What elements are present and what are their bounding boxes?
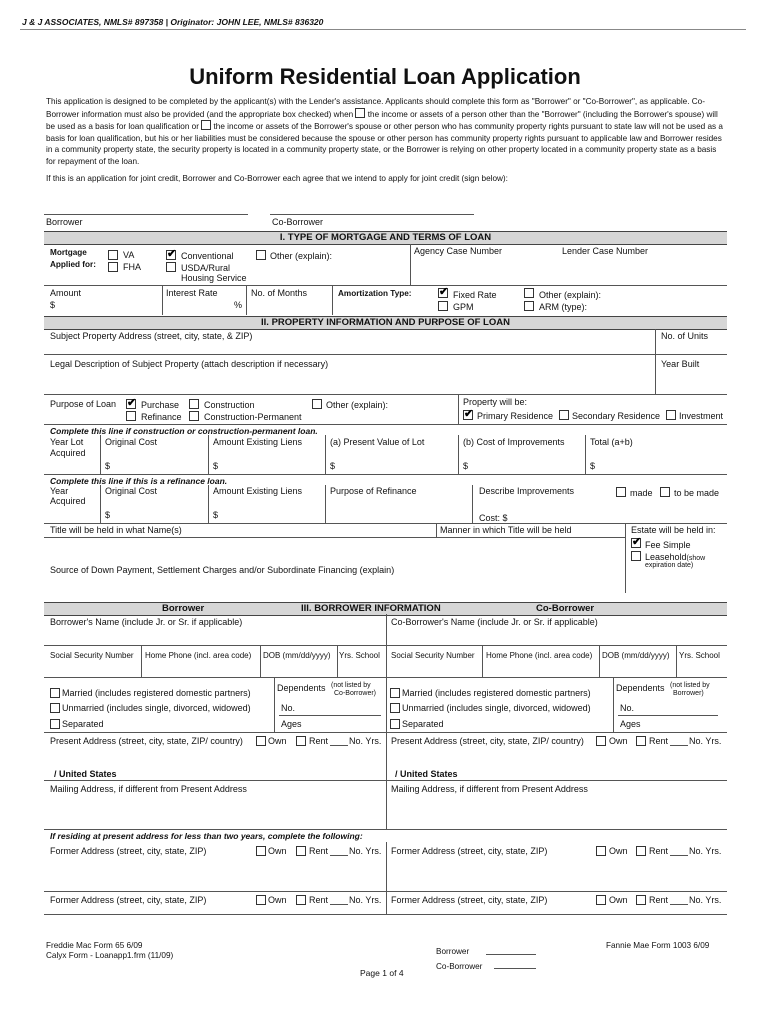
fee-simple-checkbox[interactable] <box>631 538 641 548</box>
primary-residence-checkbox[interactable] <box>463 410 473 420</box>
c-married-label: Married (includes registered domestic partners) <box>402 688 591 698</box>
divider <box>655 354 656 394</box>
c-former-rent-checkbox[interactable] <box>636 846 646 856</box>
refi-liens-dollar: $ <box>213 510 219 520</box>
construction-checkbox[interactable] <box>189 399 199 409</box>
leasehold-text: Leasehold <box>645 552 687 562</box>
row-divider <box>44 829 727 830</box>
months-label: No. of Months <box>251 288 308 298</box>
coborrower-income-checkbox[interactable] <box>355 108 365 118</box>
c-yrs-school-label: Yrs. School <box>679 651 720 660</box>
intro-paragraph <box>46 96 728 168</box>
c-own-checkbox[interactable] <box>596 736 606 746</box>
fixed-rate-checkbox[interactable] <box>438 288 448 298</box>
title-names-label: Title will be held in what Name(s) <box>50 525 182 535</box>
divider <box>274 677 275 732</box>
c-former2-no-yrs-label: No. Yrs. <box>689 895 722 905</box>
subject-address-label: Subject Property Address (street, city, state, & ZIP) <box>50 331 253 341</box>
fha-checkbox[interactable] <box>108 262 118 272</box>
page-number: 1 <box>382 968 387 978</box>
b-former2-no-yrs-label: No. Yrs. <box>349 895 382 905</box>
usda-label: USDA/Rural <box>181 263 231 273</box>
estate-held-label: Estate will be held in: <box>631 525 716 535</box>
b-no-line <box>279 715 381 716</box>
b-yrs-line <box>330 745 348 746</box>
of-word: of <box>389 968 397 978</box>
c-mailing-label: Mailing Address, if different from Present Address <box>391 784 588 794</box>
c-yrs-line <box>670 745 688 746</box>
c-former-no-yrs-label: No. Yrs. <box>689 846 722 856</box>
fixed-rate-label: Fixed Rate <box>453 290 497 300</box>
section-3-borrower: Borrower <box>162 603 205 614</box>
b-former-own-checkbox[interactable] <box>256 846 266 856</box>
expiration-label: expiration date) <box>645 562 694 569</box>
made-checkbox[interactable] <box>616 487 626 497</box>
c-phone-label: Home Phone (incl. area code) <box>486 651 593 660</box>
b-ages-label: Ages <box>281 719 302 729</box>
conventional-checkbox[interactable] <box>166 250 176 260</box>
to-be-made-checkbox[interactable] <box>660 487 670 497</box>
calyx-form-label: Calyx Form - Loanapp1.frm (11/09) <box>46 951 174 960</box>
mortgage-label-2: Applied for: <box>50 260 96 269</box>
purpose-label: Purpose of Loan <box>50 399 117 409</box>
b-former-address-label: Former Address (street, city, state, ZIP) <box>50 846 207 856</box>
page-title: Uniform Residential Loan Application <box>189 64 581 89</box>
investment-checkbox[interactable] <box>666 410 676 420</box>
section-1-heading: I. TYPE OF MORTGAGE AND TERMS OF LOAN <box>44 231 727 245</box>
acquired-label-2: Acquired <box>50 496 86 506</box>
divider <box>208 485 209 523</box>
divider <box>332 285 333 315</box>
divider <box>100 485 101 523</box>
b-unmarried-checkbox[interactable] <box>50 703 60 713</box>
cost-label: Cost: $ <box>479 513 508 523</box>
b-ssn-label: Social Security Number <box>50 651 134 660</box>
divider <box>676 645 677 677</box>
c-ssn-label: Social Security Number <box>391 651 475 660</box>
refinance-label: Refinance <box>141 412 182 422</box>
c-not-listed-2: Borrower) <box>673 690 704 697</box>
fee-simple-label: Fee Simple <box>645 540 691 550</box>
c-dependents-label: Dependents <box>616 683 665 693</box>
divider <box>141 645 142 677</box>
construction-perm-label: Construction-Permanent <box>204 412 302 422</box>
c-former2-own-checkbox[interactable] <box>596 895 606 905</box>
center-divider <box>386 614 387 829</box>
coborrower-spouse-checkbox[interactable] <box>201 120 211 130</box>
fha-label: FHA <box>123 262 141 272</box>
va-checkbox[interactable] <box>108 250 118 260</box>
c-former-own-checkbox[interactable] <box>596 846 606 856</box>
gpm-label: GPM <box>453 302 474 312</box>
interest-rate-label: Interest Rate <box>166 288 218 298</box>
footer-borrower-initials-line[interactable] <box>486 954 536 955</box>
b-present-address-label: Present Address (street, city, state, ZIP/ country) <box>50 736 243 746</box>
c-former-address-2-label: Former Address (street, city, state, ZIP) <box>391 895 548 905</box>
leasehold-checkbox[interactable] <box>631 551 641 561</box>
c-own-label: Own <box>609 736 628 746</box>
b-former2-rent-label: Rent <box>309 895 329 905</box>
year-built-label: Year Built <box>661 359 700 369</box>
leasehold-label <box>645 552 705 562</box>
existing-liens-label: Amount Existing Liens <box>213 437 303 447</box>
b-own-checkbox[interactable] <box>256 736 266 746</box>
legal-desc-label: Legal Description of Subject Property (attach description if necessary) <box>50 359 329 369</box>
c-former2-rent-checkbox[interactable] <box>636 895 646 905</box>
row-divider <box>44 537 626 538</box>
two-years-note: If residing at present address for less than two years, complete the following: <box>50 831 363 841</box>
b-own-label: Own <box>268 736 287 746</box>
b-dob-label: DOB (mm/dd/yyyy) <box>263 651 331 660</box>
b-former2-own-label: Own <box>268 895 287 905</box>
b-former-rent-label: Rent <box>309 846 329 856</box>
cost-improvements-dollar: $ <box>463 461 469 471</box>
divider <box>625 523 626 593</box>
b-married-label: Married (includes registered domestic partners) <box>62 688 251 698</box>
refi-original-cost-dollar: $ <box>105 510 111 520</box>
c-former2-yrs-line <box>670 904 688 905</box>
page-word: Page <box>360 968 380 978</box>
row-divider <box>44 677 727 678</box>
footer-coborrower-label: Co-Borrower <box>436 962 483 971</box>
refi-original-cost-label: Original Cost <box>105 486 158 496</box>
divider <box>482 645 483 677</box>
c-ages-label: Ages <box>620 719 641 729</box>
fannie-form-label: Fannie Mae Form 1003 6/09 <box>606 941 710 950</box>
row-divider <box>44 780 727 781</box>
borrower-name-label: Borrower's Name (include Jr. or Sr. if applicable) <box>50 617 243 627</box>
row-divider <box>44 354 727 355</box>
divider <box>410 244 411 285</box>
divider <box>246 285 247 315</box>
b-former-address-2-label: Former Address (street, city, state, ZIP) <box>50 895 207 905</box>
cost-improvements-label: (b) Cost of Improvements <box>463 437 565 447</box>
divider <box>325 485 326 523</box>
original-cost-label: Original Cost <box>105 437 158 447</box>
b-dependents-label: Dependents <box>277 683 326 693</box>
divider <box>458 394 459 424</box>
conventional-label: Conventional <box>181 251 234 261</box>
c-former2-own-label: Own <box>609 895 628 905</box>
purchase-checkbox[interactable] <box>126 399 136 409</box>
other-purpose-checkbox[interactable] <box>312 399 322 409</box>
b-separated-label: Separated <box>62 719 104 729</box>
source-down-label: Source of Down Payment, Settlement Charges and/or Subordinate Financing (explain) <box>50 565 395 575</box>
row-divider <box>44 285 727 286</box>
divider <box>599 645 600 677</box>
row-divider <box>44 474 727 475</box>
footer-borrower-label: Borrower <box>436 947 470 956</box>
construction-perm-checkbox[interactable] <box>189 411 199 421</box>
b-not-listed-2: Co-Borrower) <box>334 690 377 697</box>
b-former-yrs-line <box>330 855 348 856</box>
divider <box>472 485 473 523</box>
units-label: No. of Units <box>661 331 709 341</box>
other-purpose-label: Other (explain): <box>326 400 389 410</box>
divider <box>655 329 656 354</box>
manner-title-label: Manner in which Title will be held <box>440 525 572 535</box>
b-phone-label: Home Phone (incl. area code) <box>145 651 252 660</box>
page-total: 4 <box>398 968 404 978</box>
percent-sign: % <box>234 300 243 310</box>
coborrower-signature-line[interactable] <box>270 214 474 215</box>
refi-liens-label: Amount Existing Liens <box>213 486 303 496</box>
b-country: / United States <box>54 769 117 779</box>
b-no-yrs-label: No. Yrs. <box>349 736 382 746</box>
b-separated-checkbox[interactable] <box>50 719 60 729</box>
row-divider <box>44 394 727 395</box>
c-no-label: No. <box>620 703 635 713</box>
amortization-label: Amortization Type: <box>338 289 412 298</box>
c-separated-checkbox[interactable] <box>390 719 400 729</box>
divider <box>585 435 586 475</box>
c-unmarried-label: Unmarried (includes single, divorced, widowed) <box>402 703 591 713</box>
c-former-address-label: Former Address (street, city, state, ZIP) <box>391 846 548 856</box>
header-rule <box>20 29 746 30</box>
c-former-rent-label: Rent <box>649 846 669 856</box>
divider <box>100 435 101 475</box>
c-dob-label: DOB (mm/dd/yyyy) <box>602 651 670 660</box>
row-divider <box>44 732 727 733</box>
divider <box>613 677 614 732</box>
c-former-yrs-line <box>670 855 688 856</box>
c-not-listed-1: (not listed by <box>670 682 710 689</box>
other-mortgage-checkbox[interactable] <box>256 250 266 260</box>
refinance-note: Complete this line if this is a refinance loan. <box>50 476 228 486</box>
amount-label: Amount <box>50 288 82 298</box>
c-married-checkbox[interactable] <box>390 688 400 698</box>
c-present-address-label: Present Address (street, city, state, ZIP/ country) <box>391 736 584 746</box>
section-3-coborrower: Co-Borrower <box>536 603 595 614</box>
usda-label-2: Housing Service <box>181 273 247 283</box>
section-bottom-line <box>44 914 727 915</box>
borrower-signature-line[interactable] <box>44 214 248 215</box>
divider <box>325 435 326 475</box>
acquired-label: Acquired <box>50 448 86 458</box>
footer-coborrower-initials-line[interactable] <box>494 968 536 969</box>
present-value-label: (a) Present Value of Lot <box>330 437 425 447</box>
freddie-form-label: Freddie Mac Form 65 6/09 <box>46 941 143 950</box>
gpm-checkbox[interactable] <box>438 301 448 311</box>
leasehold-show: (show <box>686 555 706 562</box>
arm-label: ARM (type): <box>539 302 588 312</box>
row-divider <box>44 645 727 646</box>
divider <box>162 285 163 315</box>
refinance-checkbox[interactable] <box>126 411 136 421</box>
originator-line: J & J ASSOCIATES, NMLS# 897358 | Originator: JOHN LEE, NMLS# 836320 <box>22 17 324 27</box>
coborrower-signature-label: Co-Borrower <box>272 217 324 227</box>
purchase-label: Purchase <box>141 400 180 410</box>
construction-note: Complete this line if construction or construction-permanent loan. <box>50 426 318 436</box>
usda-checkbox[interactable] <box>166 262 176 272</box>
section-2-heading: II. PROPERTY INFORMATION AND PURPOSE OF LOAN <box>44 316 727 330</box>
b-married-checkbox[interactable] <box>50 688 60 698</box>
coborrower-name-label: Co-Borrower's Name (include Jr. or Sr. if applicable) <box>391 617 598 627</box>
c-rent-label: Rent <box>649 736 669 746</box>
va-label: VA <box>123 250 135 260</box>
construction-label: Construction <box>204 400 255 410</box>
b-not-listed-1: (not listed by <box>331 682 371 689</box>
b-rent-label: Rent <box>309 736 329 746</box>
divider <box>337 645 338 677</box>
joint-credit-text: If this is an application for joint credit, Borrower and Co-Borrower each agree that we intend to apply for joint credit (sign below): <box>46 174 508 183</box>
b-mailing-label: Mailing Address, if different from Present Address <box>50 784 247 794</box>
arm-checkbox[interactable] <box>524 301 534 311</box>
b-former2-own-checkbox[interactable] <box>256 895 266 905</box>
present-value-dollar: $ <box>330 461 336 471</box>
intro-text-c: the income or assets of the Borrower's spouse or other person who has community property rights pursuant to state law will not be used as a basis for loan qualification, but his or her liabilities must be considered because the spouse or other person has community property rights pursuant to applicable law and Borrower resides in a community property state, the security property is located in a community property state, or the Borrower is relying on other property located in a community property state as a basis for repayment of the loan. <box>46 122 723 166</box>
b-yrs-school-label: Yrs. School <box>339 651 380 660</box>
secondary-residence-checkbox[interactable] <box>559 410 569 420</box>
other-amortization-label: Other (explain): <box>539 290 602 300</box>
lender-case-label: Lender Case Number <box>562 246 649 256</box>
original-cost-dollar: $ <box>105 461 111 471</box>
b-former-rent-checkbox[interactable] <box>296 846 306 856</box>
other-amortization-checkbox[interactable] <box>524 288 534 298</box>
other-mortgage-label: Other (explain): <box>270 251 333 261</box>
secondary-residence-label: Secondary Residence <box>572 411 661 421</box>
c-unmarried-checkbox[interactable] <box>390 703 400 713</box>
primary-residence-label: Primary Residence <box>477 411 554 421</box>
c-no-line <box>618 715 718 716</box>
mortgage-label-1: Mortgage <box>50 248 87 257</box>
to-be-made-label: to be made <box>674 488 720 498</box>
center-divider-2 <box>386 842 387 914</box>
divider <box>260 645 261 677</box>
year-label: Year <box>50 486 69 496</box>
total-dollar: $ <box>590 461 596 471</box>
b-former-own-label: Own <box>268 846 287 856</box>
investment-label: Investment <box>679 411 724 421</box>
b-former2-yrs-line <box>330 904 348 905</box>
divider <box>436 523 437 537</box>
b-unmarried-label: Unmarried (includes single, divorced, widowed) <box>62 703 251 713</box>
divider <box>208 435 209 475</box>
divider <box>458 435 459 475</box>
b-former-no-yrs-label: No. Yrs. <box>349 846 382 856</box>
c-former2-rent-label: Rent <box>649 895 669 905</box>
b-former2-rent-checkbox[interactable] <box>296 895 306 905</box>
c-separated-label: Separated <box>402 719 444 729</box>
row-divider <box>44 891 727 892</box>
b-rent-checkbox[interactable] <box>296 736 306 746</box>
row-divider <box>44 424 727 425</box>
c-no-yrs-label: No. Yrs. <box>689 736 722 746</box>
year-lot-label: Year Lot <box>50 437 84 447</box>
purpose-refi-label: Purpose of Refinance <box>330 486 417 496</box>
c-former-own-label: Own <box>609 846 628 856</box>
c-rent-checkbox[interactable] <box>636 736 646 746</box>
intro-text-b: the income or assets of a person other than the "Borrower" (including the Borrower's spouse) will be used as a basis for loan qualification or <box>46 109 718 132</box>
made-label: made <box>630 488 653 498</box>
property-will-be-label: Property will be: <box>463 397 528 407</box>
c-country: / United States <box>395 769 458 779</box>
describe-improvements-label: Describe Improvements <box>479 486 575 496</box>
b-no-label: No. <box>281 703 296 713</box>
page-indicator <box>360 968 404 978</box>
section-3-title: III. BORROWER INFORMATION <box>301 603 441 614</box>
existing-liens-dollar: $ <box>213 461 219 471</box>
borrower-signature-label: Borrower <box>46 217 83 227</box>
total-label: Total (a+b) <box>590 437 633 447</box>
amount-dollar: $ <box>50 300 56 310</box>
intro-text-a: This application is designed to be completed by the applicant(s) with the Lender's assistance. Applicants should complete this form as "Borrower" or "Co-Borrower", as applicable. Co-Borrower information must also be provided (and the appropriate box checked) when <box>46 97 705 119</box>
agency-case-label: Agency Case Number <box>414 246 503 256</box>
